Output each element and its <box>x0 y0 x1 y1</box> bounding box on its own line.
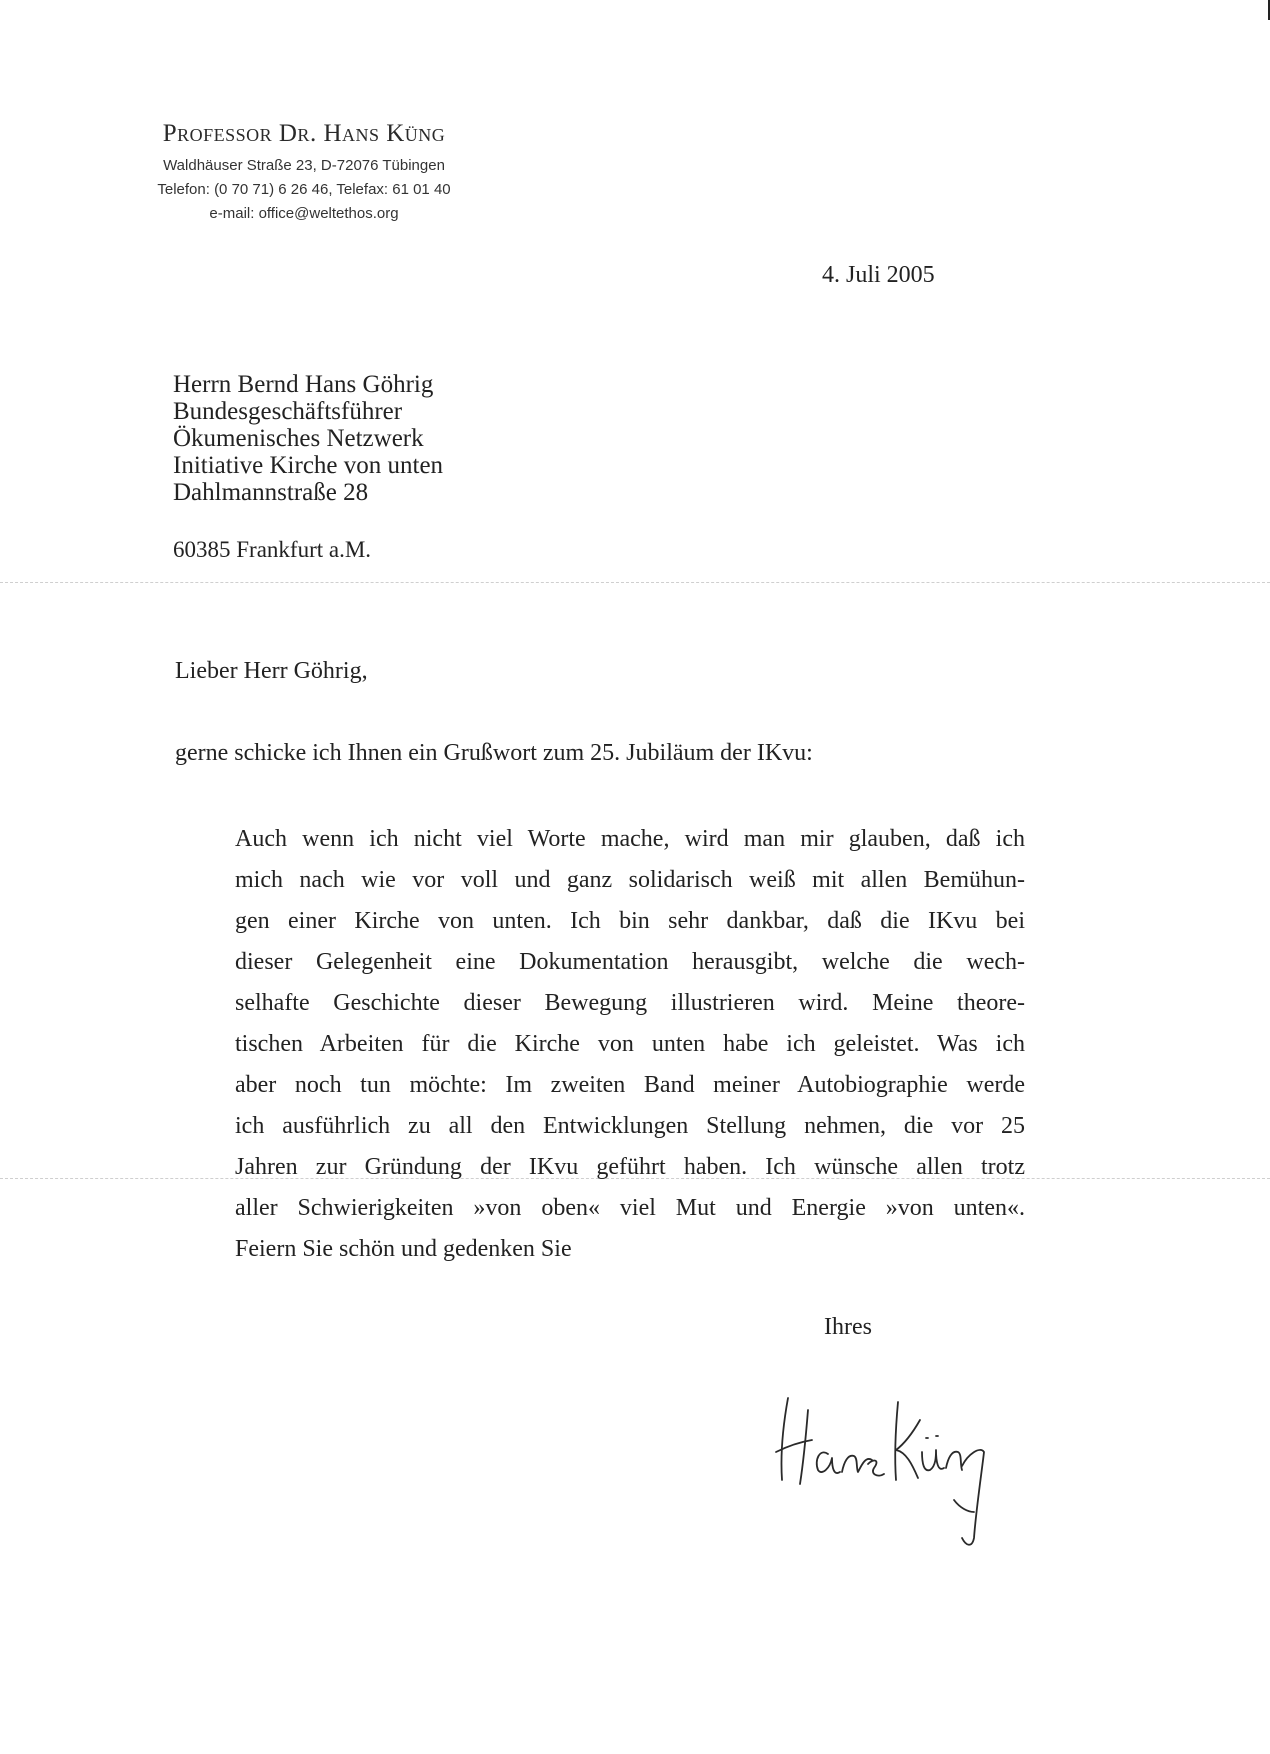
sender-address: Waldhäuser Straße 23, D-72076 Tübingen <box>163 157 445 174</box>
recipient-line: Bundesgeschäftsführer <box>173 398 403 425</box>
quote-line: tischen Arbeiten für die Kirche von unten habe ich geleistet. Was ich <box>235 1031 1025 1057</box>
quote-line: Jahren zur Gründung der IKvu geführt haben. Ich wünsche allen trotz <box>235 1154 1025 1180</box>
quote-line: gen einer Kirche von unten. Ich bin sehr dankbar, daß die IKvu bei <box>235 908 1025 934</box>
recipient-address <box>173 371 443 506</box>
closing: Ihres <box>824 1314 872 1340</box>
quote-line: selhafte Geschichte dieser Bewegung illustrieren wird. Meine theore- <box>235 990 1025 1016</box>
sender-name: Professor Dr. Hans Küng <box>162 120 446 147</box>
letter-date: 4. Juli 2005 <box>822 262 935 288</box>
quote-line: mich nach wie vor voll und ganz solidarisch weiß mit allen Bemühun- <box>235 867 1025 893</box>
quote-line: aber noch tun möchte: Im zweiten Band meiner Autobiographie werde <box>235 1072 1025 1098</box>
quote-line: dieser Gelegenheit eine Dokumentation herausgibt, welche die wech- <box>235 949 1025 975</box>
salutation: Lieber Herr Göhrig, <box>175 658 368 684</box>
greeting-quote <box>235 819 1025 1270</box>
sender-phone: Telefon: (0 70 71) 6 26 46, Telefax: 61 01 40 <box>157 181 451 198</box>
quote-line: Auch wenn ich nicht viel Worte mache, wird man mir glauben, daß ich <box>235 826 1025 852</box>
recipient-line: Ökumenisches Netzwerk <box>173 425 424 452</box>
sender-email: e-mail: office@weltethos.org <box>209 205 399 222</box>
recipient-line: Herrn Bernd Hans Göhrig <box>173 371 434 398</box>
letterhead <box>134 120 474 226</box>
recipient-city: 60385 Frankfurt a.M. <box>173 537 372 562</box>
handwritten-signature <box>770 1380 1010 1550</box>
quote-line: ich ausführlich zu all den Entwicklungen Stellung nehmen, die vor 25 <box>235 1113 1025 1139</box>
fold-line <box>0 582 1270 583</box>
quote-line: aller Schwierigkeiten »von oben« viel Mut und Energie »von unten«. <box>235 1195 1025 1221</box>
recipient-line: Dahlmannstraße 28 <box>173 479 369 506</box>
recipient-line: Initiative Kirche von unten <box>173 452 444 479</box>
quote-line: Feiern Sie schön und gedenken Sie <box>235 1236 572 1262</box>
intro-paragraph: gerne schicke ich Ihnen ein Grußwort zum 25. Jubiläum der IKvu: <box>175 740 813 766</box>
